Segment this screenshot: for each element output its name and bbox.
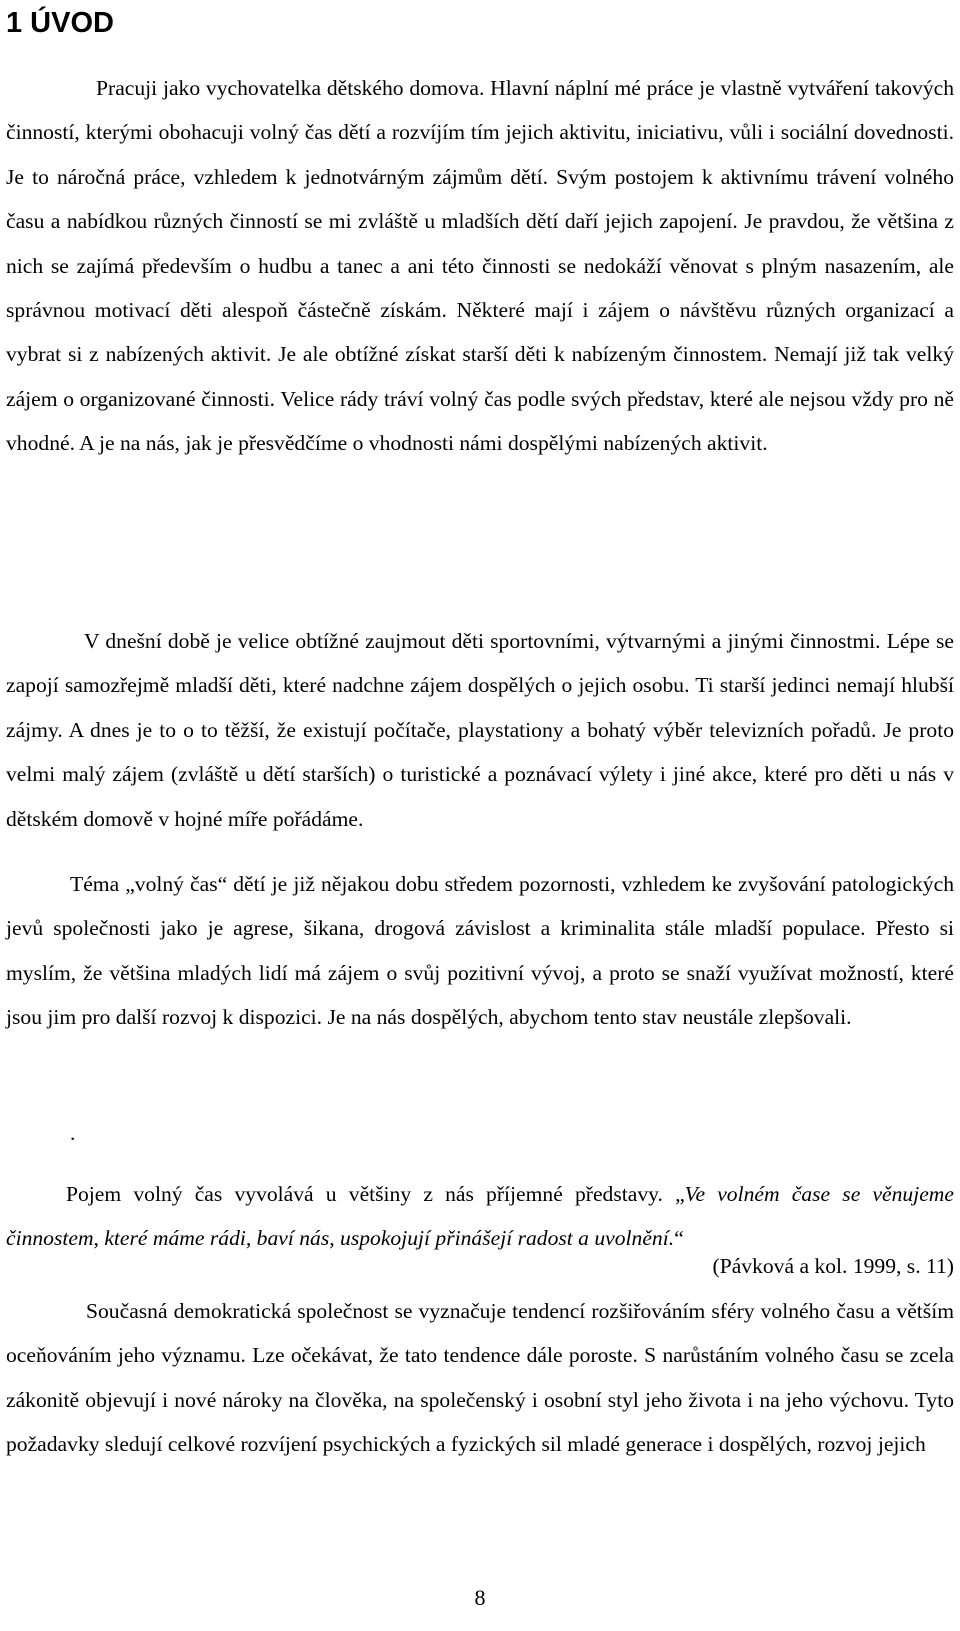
chapter-heading: 1 ÚVOD — [6, 7, 114, 39]
document-page — [6, 0, 954, 1631]
quote-closing-mark: “ — [674, 1226, 684, 1251]
citation: (Pávková a kol. 1999, s. 11) — [712, 1254, 954, 1278]
quote-italic-text: Ve volném čase se věnujeme činnostem, které máme rádi, baví nás, uspokojují přinášejí radost a uvolnění. — [6, 1182, 954, 1251]
page-number: 8 — [474, 1585, 486, 1610]
paragraph-introduction: Pracuji jako vychovatelka dětského domova. Hlavní náplní mé práce je vlastně vytváření takových činností, kterými obohacuji volný čas dětí a rozvíjím tím jejich aktivitu, iniciativu, vůli i sociální dovednosti. Je to náročná práce, vzhledem k jednotvárným zájmům dětí. Svým postojem k aktivnímu trávení volného času a nabídkou různých činností se mi zvláště u mladších dětí daří jejich zapojení. Je pravdou, že většina z nich se zajímá především o hudbu a tanec a ani této činnosti se nedokáží věnovat s plným nasazením, ale správnou motivací děti alespoň částečně získám. Některé mají i zájem o návštěvu různých organizací a vybrat si z nabízených aktivit. Je ale obtížné získat starší děti k nabízeným činnostem. Nemají již tak velký zájem o organizované činnosti. Velice rády tráví volný čas podle svých představ, které ale nejsou vždy pro ně vhodné. A je na nás, jak je přesvědčíme o vhodnosti námi dospělými nabízených aktivit. — [6, 76, 954, 456]
paragraph-society: Současná demokratická společnost se vyznačuje tendencí rozšiřováním sféry volného času a větším oceňováním jeho významu. Lze očekávat, že tato tendence dále poroste. S narůstáním volného času se zcela zákonitě objevují i nové nároky na člověka, na společenský i osobní styl jeho života i na jeho výchovu. Tyto požadavky sledují celkové rozvíjení psychických a fyzických sil mladé generace i dospělých, rozvoj jejich — [6, 1299, 954, 1457]
paragraph-free-time-topic: Téma „volný čas“ dětí je již nějakou dobu středem pozornosti, vzhledem ke zvyšování patologických jevů společnosti jako je agrese, šikana, drogová závislost a kriminalita stále mladší populace. Přesto si myslím, že většina mladých lidí má zájem o svůj pozitivní vývoj, a proto se snaží využívat možností, které jsou jim pro další rozvoj k dispozici. Je na nás dospělých, abychom tento stav neustále zlepšovali. — [6, 872, 954, 1030]
quote-lead-text: Pojem volný čas vyvolává u většiny z nás příjemné představy. „ — [66, 1182, 685, 1206]
paragraph-modern-times: V dnešní době je velice obtížné zaujmout děti sportovními, výtvarnými a jinými činnostmi. Lépe se zapojí samozřejmě mladší děti, které nadchne zájem dospělých o jejich osobu. Ti starší jedinci nemají hlubší zájmy. A dnes je to o to těžší, že existují počítače, playstationy a bohatý výběr televizních pořadů. Je proto velmi malý zájem (zvláště u dětí starších) o turistické a poznávací výlety i jiné akce, které pro děti u nás v dětském domově v hojné míře pořádáme. — [6, 629, 954, 831]
stray-dot: . — [70, 1121, 76, 1145]
